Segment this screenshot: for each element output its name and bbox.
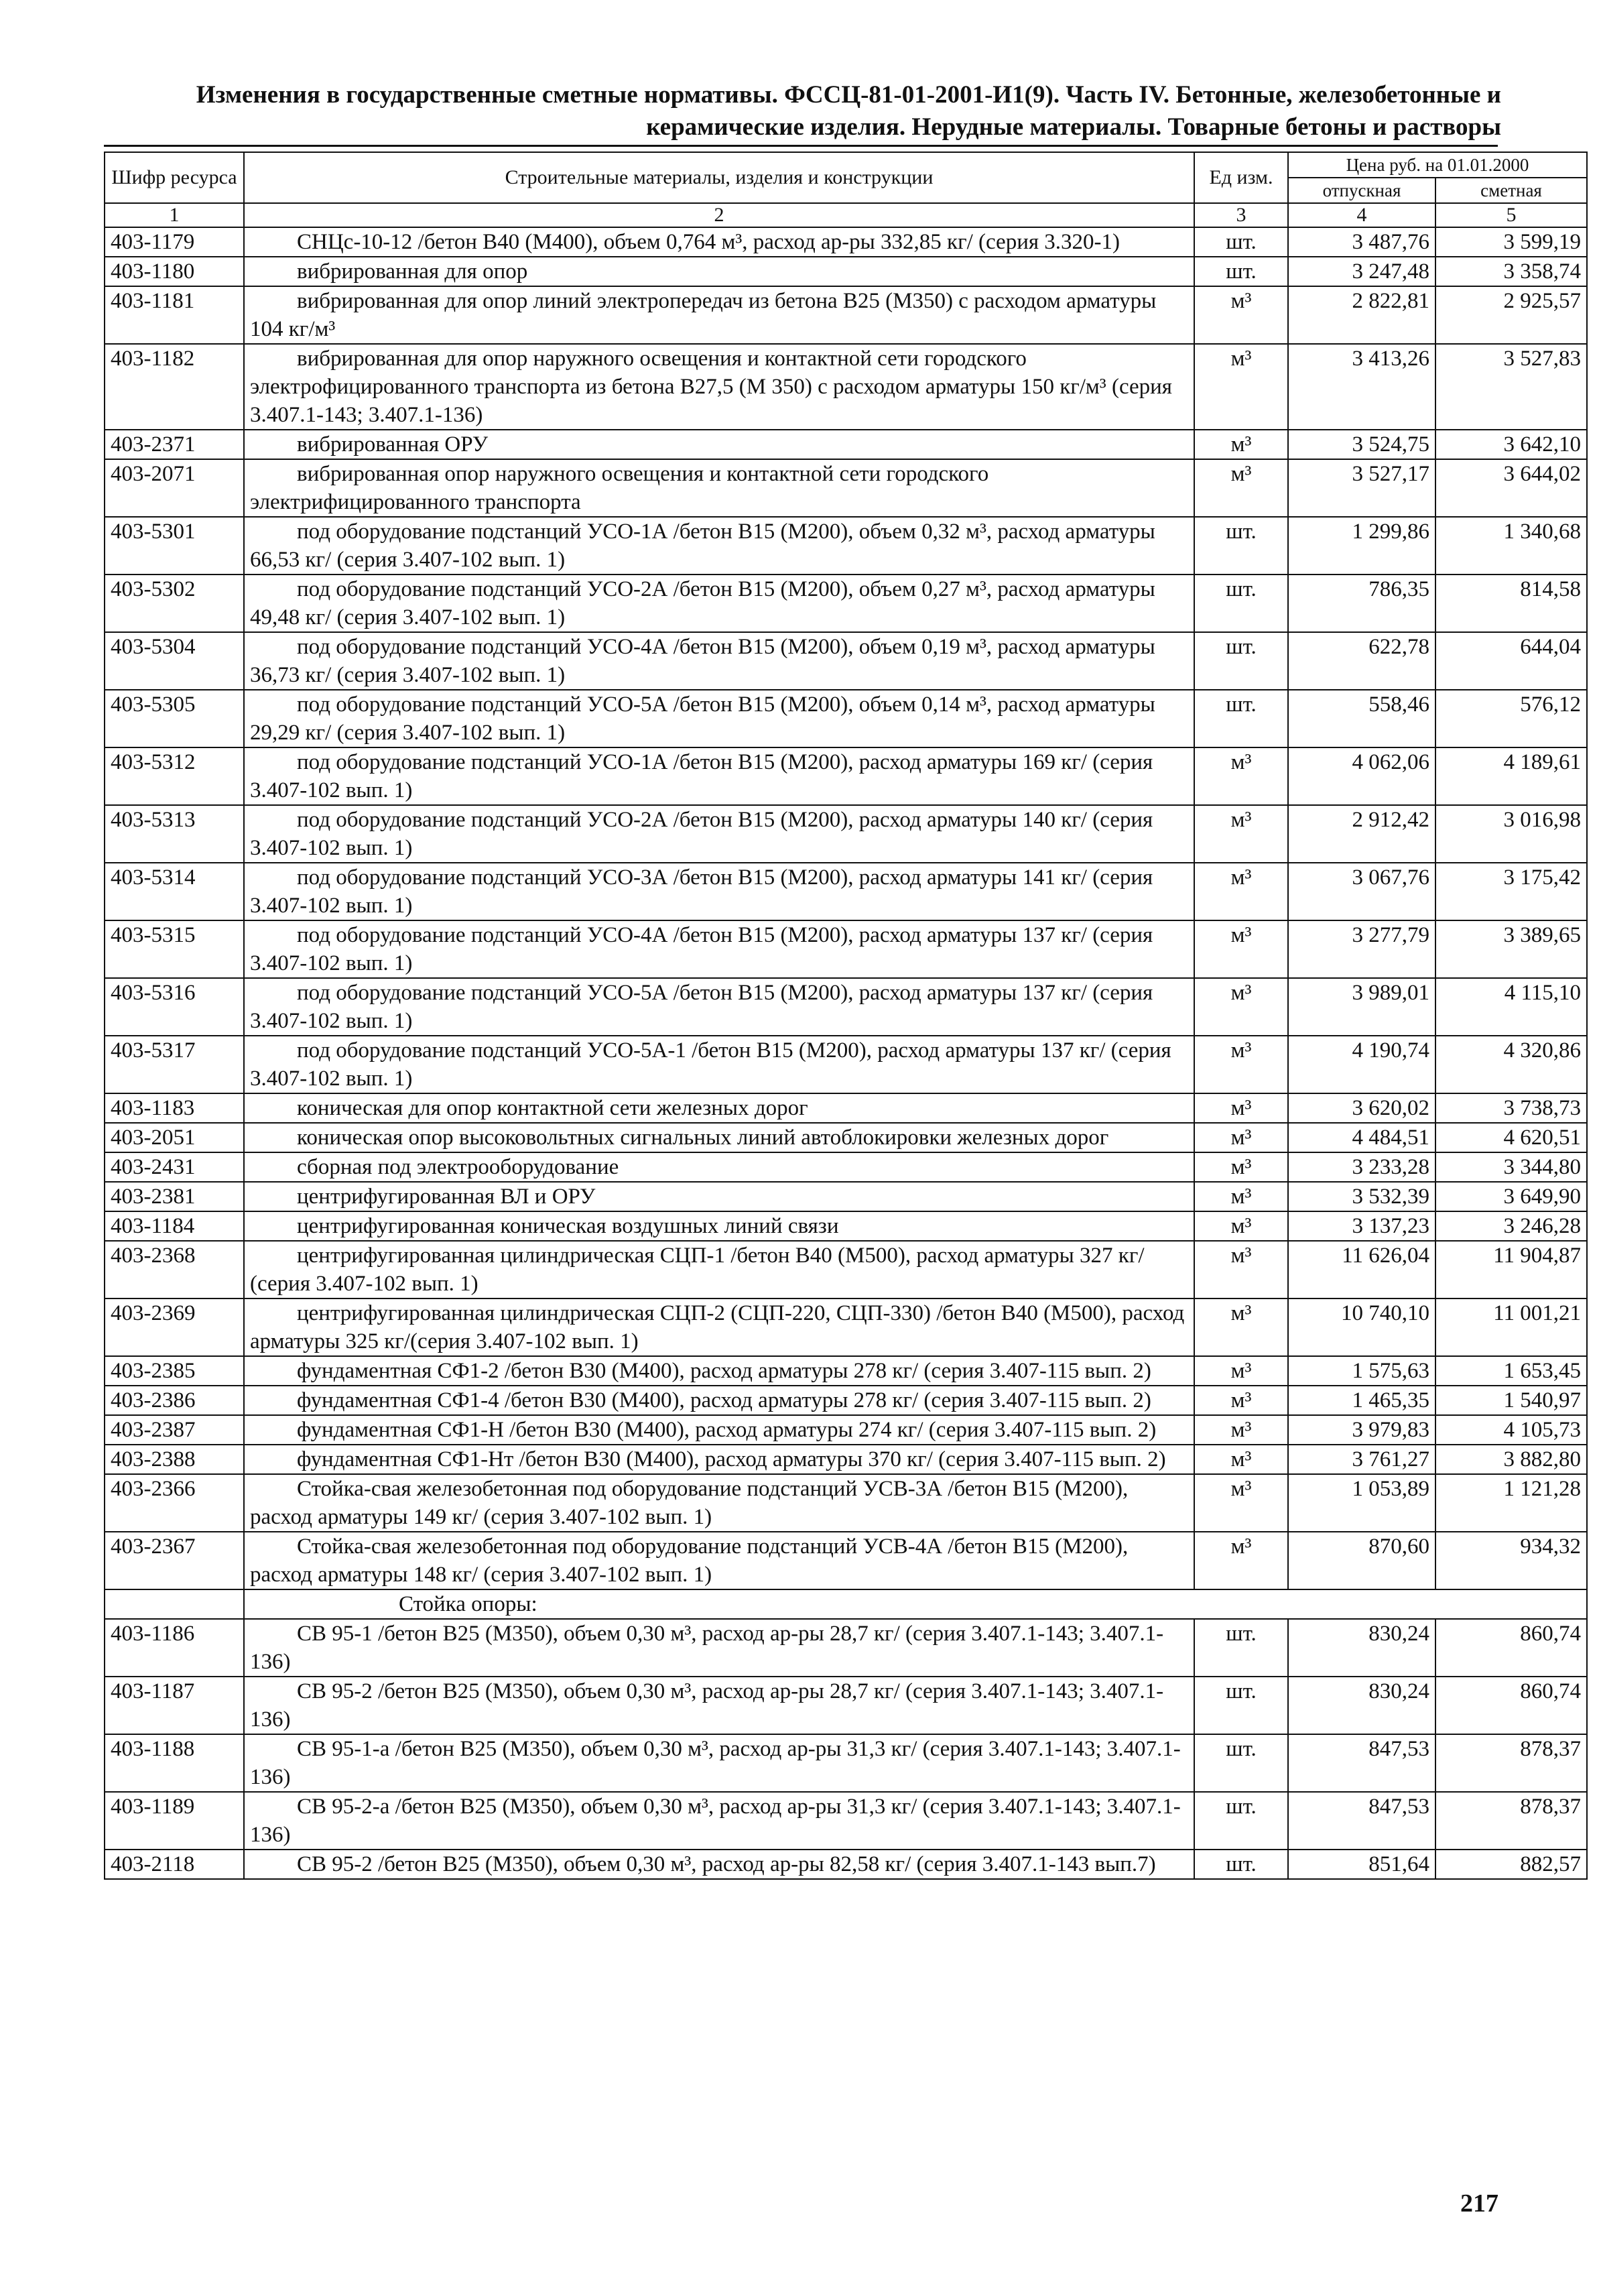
table-row [105, 575, 1587, 632]
estimate-price-cell: 4 620,51 [1435, 1123, 1587, 1152]
description-cell: фундаментная СФ1-Н /бетон В30 (М400), расход арматуры 274 кг/ (серия 3.407-115 вып. 2) [244, 1415, 1194, 1445]
release-price-cell: 3 067,76 [1288, 863, 1435, 920]
estimate-price-cell: 3 389,65 [1435, 920, 1587, 978]
table-row [105, 1036, 1587, 1093]
description-cell: фундаментная СФ1-2 /бетон В30 (М400), расход арматуры 278 кг/ (серия 3.407-115 вып. 2) [244, 1356, 1194, 1386]
release-price-cell: 3 277,79 [1288, 920, 1435, 978]
column-number: 3 [1194, 203, 1288, 227]
unit-cell: шт. [1194, 517, 1288, 575]
unit-cell: м³ [1194, 920, 1288, 978]
unit-cell: м³ [1194, 1211, 1288, 1241]
release-price-cell: 1 053,89 [1288, 1474, 1435, 1532]
release-price-cell: 830,24 [1288, 1619, 1435, 1677]
unit-cell: шт. [1194, 1619, 1288, 1677]
resource-code-cell: 403-5314 [105, 863, 244, 920]
resource-code-cell: 403-5315 [105, 920, 244, 978]
resource-code-cell: 403-1184 [105, 1211, 244, 1241]
description-cell: под оборудование подстанций УСО-5А-1 /бетон В15 (М200), расход арматуры 137 кг/ (серия 3.407-102 вып. 1) [244, 1036, 1194, 1093]
resource-code-cell: 403-2051 [105, 1123, 244, 1152]
release-price-cell: 11 626,04 [1288, 1241, 1435, 1298]
table-row [105, 1677, 1587, 1734]
resource-code-cell: 403-2388 [105, 1445, 244, 1474]
estimate-price-cell: 644,04 [1435, 632, 1587, 690]
column-number-row [105, 203, 1587, 227]
description-cell: СВ 95-2-а /бетон В25 (М350), объем 0,30 м³, расход ар-ры 31,3 кг/ (серия 3.407.1-143; 3.407.1-136) [244, 1792, 1194, 1850]
estimate-price-cell: 11 904,87 [1435, 1241, 1587, 1298]
description-cell: под оборудование подстанций УСО-2А /бетон В15 (М200), объем 0,27 м³, расход арматуры 49,48 кг/ (серия 3.407-102 вып. 1) [244, 575, 1194, 632]
estimate-price-cell: 3 175,42 [1435, 863, 1587, 920]
description-cell: фундаментная СФ1-4 /бетон В30 (М400), расход арматуры 278 кг/ (серия 3.407-115 вып. 2) [244, 1386, 1194, 1415]
estimate-price-cell: 4 320,86 [1435, 1036, 1587, 1093]
estimate-price-cell: 3 246,28 [1435, 1211, 1587, 1241]
unit-cell: м³ [1194, 1415, 1288, 1445]
estimate-price-cell: 878,37 [1435, 1734, 1587, 1792]
resource-code-cell: 403-1187 [105, 1677, 244, 1734]
table-row [105, 517, 1587, 575]
description-cell: вибрированная ОРУ [244, 430, 1194, 459]
table-row [105, 1415, 1587, 1445]
estimate-price-cell: 814,58 [1435, 575, 1587, 632]
resource-code-cell: 403-5317 [105, 1036, 244, 1093]
resource-code-cell: 403-1189 [105, 1792, 244, 1850]
unit-cell: шт. [1194, 257, 1288, 286]
estimate-price-cell: 3 344,80 [1435, 1152, 1587, 1182]
column-number: 4 [1288, 203, 1435, 227]
resource-code-cell: 403-2118 [105, 1850, 244, 1879]
table-header-row [105, 152, 1587, 178]
release-price-cell: 3 979,83 [1288, 1415, 1435, 1445]
release-price-cell: 3 620,02 [1288, 1093, 1435, 1123]
table-row [105, 1734, 1587, 1792]
unit-cell: шт. [1194, 1850, 1288, 1879]
title-rule [104, 145, 1498, 147]
unit-cell: м³ [1194, 1356, 1288, 1386]
header-price-group: Цена руб. на 01.01.2000 [1288, 152, 1587, 178]
unit-cell: м³ [1194, 1123, 1288, 1152]
table-row [105, 690, 1587, 747]
table-row [105, 459, 1587, 517]
estimate-price-cell: 3 644,02 [1435, 459, 1587, 517]
table-row [105, 632, 1587, 690]
unit-cell: м³ [1194, 1152, 1288, 1182]
resource-code-cell: 403-2385 [105, 1356, 244, 1386]
resource-code-cell: 403-2367 [105, 1532, 244, 1589]
unit-cell: м³ [1194, 747, 1288, 805]
description-cell: вибрированная опор наружного освещения и контактной сети городского электрифицированного транспорта [244, 459, 1194, 517]
resource-code-cell: 403-2387 [105, 1415, 244, 1445]
resource-code-cell: 403-2431 [105, 1152, 244, 1182]
description-cell: под оборудование подстанций УСО-1А /бетон В15 (М200), объем 0,32 м³, расход арматуры 66,53 кг/ (серия 3.407-102 вып. 1) [244, 517, 1194, 575]
table-row [105, 920, 1587, 978]
resource-code-cell: 403-2369 [105, 1298, 244, 1356]
unit-cell: шт. [1194, 1677, 1288, 1734]
unit-cell: м³ [1194, 1532, 1288, 1589]
estimate-price-cell: 934,32 [1435, 1532, 1587, 1589]
resource-code-cell: 403-2368 [105, 1241, 244, 1298]
unit-cell: м³ [1194, 1036, 1288, 1093]
description-cell: центрифугированная цилиндрическая СЦП-1 /бетон В40 (М500), расход арматуры 327 кг/ (серия 3.407-102 вып. 1) [244, 1241, 1194, 1298]
release-price-cell: 847,53 [1288, 1792, 1435, 1850]
estimate-price-cell: 2 925,57 [1435, 286, 1587, 344]
column-number: 2 [244, 203, 1194, 227]
estimate-price-cell: 3 599,19 [1435, 227, 1587, 257]
header-name: Строительные материалы, изделия и конструкции [244, 152, 1194, 203]
release-price-cell: 3 137,23 [1288, 1211, 1435, 1241]
description-cell: вибрированная для опор наружного освещения и контактной сети городского электрофицированного транспорта из бетона В27,5 (М 350) с расходом арматуры 150 кг/м³ (серия 3.407.1-143; 3.407.1-136) [244, 344, 1194, 430]
table-row [105, 1792, 1587, 1850]
resource-code-cell: 403-1182 [105, 344, 244, 430]
resource-code-cell: 403-5312 [105, 747, 244, 805]
estimate-price-cell: 4 115,10 [1435, 978, 1587, 1036]
unit-cell: м³ [1194, 459, 1288, 517]
release-price-cell: 3 487,76 [1288, 227, 1435, 257]
release-price-cell: 786,35 [1288, 575, 1435, 632]
description-cell: центрифугированная цилиндрическая СЦП-2 (СЦП-220, СЦП-330) /бетон В40 (М500), расход арматуры 325 кг/(серия 3.407-102 вып. 1) [244, 1298, 1194, 1356]
resource-code-cell: 403-5313 [105, 805, 244, 863]
release-price-cell: 4 062,06 [1288, 747, 1435, 805]
description-cell: вибрированная для опор [244, 257, 1194, 286]
unit-cell: м³ [1194, 1298, 1288, 1356]
description-cell: коническая опор высоковольтных сигнальных линий автоблокировки железных дорог [244, 1123, 1194, 1152]
description-cell: под оборудование подстанций УСО-4А /бетон В15 (М200), расход арматуры 137 кг/ (серия 3.407-102 вып. 1) [244, 920, 1194, 978]
estimate-price-cell: 3 649,90 [1435, 1182, 1587, 1211]
resource-code-cell: 403-2371 [105, 430, 244, 459]
description-cell: СВ 95-1 /бетон В25 (М350), объем 0,30 м³, расход ар-ры 28,7 кг/ (серия 3.407.1-143; 3.407.1-136) [244, 1619, 1194, 1677]
estimate-price-cell: 3 738,73 [1435, 1093, 1587, 1123]
resource-code-cell: 403-1183 [105, 1093, 244, 1123]
table-row [105, 863, 1587, 920]
release-price-cell: 3 247,48 [1288, 257, 1435, 286]
unit-cell: м³ [1194, 978, 1288, 1036]
table-row [105, 747, 1587, 805]
description-cell: под оборудование подстанций УСО-5А /бетон В15 (М200), объем 0,14 м³, расход арматуры 29,29 кг/ (серия 3.407-102 вып. 1) [244, 690, 1194, 747]
estimate-price-cell: 882,57 [1435, 1850, 1587, 1879]
unit-cell: м³ [1194, 805, 1288, 863]
header-code: Шифр ресурса [105, 152, 244, 203]
resource-code-cell: 403-1180 [105, 257, 244, 286]
resource-code-cell: 403-2366 [105, 1474, 244, 1532]
resource-code-cell: 403-1179 [105, 227, 244, 257]
release-price-cell: 1 299,86 [1288, 517, 1435, 575]
document-title [101, 79, 1501, 143]
estimate-price-cell: 878,37 [1435, 1792, 1587, 1850]
header-estimate: сметная [1435, 178, 1587, 203]
unit-cell: шт. [1194, 1734, 1288, 1792]
unit-cell: м³ [1194, 1445, 1288, 1474]
unit-cell: м³ [1194, 286, 1288, 344]
page-number: 217 [1460, 2189, 1498, 2218]
release-price-cell: 558,46 [1288, 690, 1435, 747]
estimate-price-cell: 3 358,74 [1435, 257, 1587, 286]
estimate-price-cell: 1 340,68 [1435, 517, 1587, 575]
description-cell: коническая для опор контактной сети железных дорог [244, 1093, 1194, 1123]
release-price-cell: 3 989,01 [1288, 978, 1435, 1036]
description-cell: СВ 95-1-а /бетон В25 (М350), объем 0,30 м³, расход ар-ры 31,3 кг/ (серия 3.407.1-143; 3.407.1-136) [244, 1734, 1194, 1792]
release-price-cell: 830,24 [1288, 1677, 1435, 1734]
estimate-price-cell: 4 189,61 [1435, 747, 1587, 805]
unit-cell: шт. [1194, 575, 1288, 632]
unit-cell: шт. [1194, 632, 1288, 690]
resource-code-cell: 403-1181 [105, 286, 244, 344]
estimate-price-cell: 3 642,10 [1435, 430, 1587, 459]
title-line-2: керамические изделия. Нерудные материалы. Товарные бетоны и растворы [646, 113, 1501, 141]
estimate-price-cell: 576,12 [1435, 690, 1587, 747]
release-price-cell: 847,53 [1288, 1734, 1435, 1792]
description-cell: под оборудование подстанций УСО-3А /бетон В15 (М200), расход арматуры 141 кг/ (серия 3.407-102 вып. 1) [244, 863, 1194, 920]
table-row [105, 1241, 1587, 1298]
description-cell: под оборудование подстанций УСО-1А /бетон В15 (М200), расход арматуры 169 кг/ (серия 3.407-102 вып. 1) [244, 747, 1194, 805]
resource-code-cell: 403-2381 [105, 1182, 244, 1211]
description-cell: под оборудование подстанций УСО-2А /бетон В15 (М200), расход арматуры 140 кг/ (серия 3.407-102 вып. 1) [244, 805, 1194, 863]
release-price-cell: 622,78 [1288, 632, 1435, 690]
release-price-cell: 4 484,51 [1288, 1123, 1435, 1152]
unit-cell: м³ [1194, 863, 1288, 920]
release-price-cell: 3 532,39 [1288, 1182, 1435, 1211]
table-row [105, 344, 1587, 430]
resource-code-cell: 403-5304 [105, 632, 244, 690]
unit-cell: м³ [1194, 1474, 1288, 1532]
description-cell: СНЦс-10-12 /бетон В40 (М400), объем 0,764 м³, расход ар-ры 332,85 кг/ (серия 3.320-1) [244, 227, 1194, 257]
table-row [105, 1298, 1587, 1356]
release-price-cell: 851,64 [1288, 1850, 1435, 1879]
description-cell: фундаментная СФ1-Нт /бетон В30 (М400), расход арматуры 370 кг/ (серия 3.407-115 вып. 2) [244, 1445, 1194, 1474]
table-row [105, 1850, 1587, 1879]
section-heading: Стойка опоры: [244, 1589, 1587, 1619]
estimate-price-cell: 4 105,73 [1435, 1415, 1587, 1445]
release-price-cell: 3 527,17 [1288, 459, 1435, 517]
table-row [105, 227, 1587, 257]
resource-code-cell: 403-5305 [105, 690, 244, 747]
table-row [105, 1123, 1587, 1152]
table-row [105, 1356, 1587, 1386]
release-price-cell: 2 912,42 [1288, 805, 1435, 863]
resource-code-cell: 403-1186 [105, 1619, 244, 1677]
header-unit: Ед изм. [1194, 152, 1288, 203]
table-row [105, 1211, 1587, 1241]
resource-code-cell: 403-5301 [105, 517, 244, 575]
estimate-price-cell: 3 527,83 [1435, 344, 1587, 430]
table-row [105, 1182, 1587, 1211]
table-row [105, 1093, 1587, 1123]
estimate-price-cell: 860,74 [1435, 1677, 1587, 1734]
table-row [105, 1619, 1587, 1677]
release-price-cell: 3 761,27 [1288, 1445, 1435, 1474]
unit-cell: м³ [1194, 1241, 1288, 1298]
estimate-price-cell: 3 882,80 [1435, 1445, 1587, 1474]
resource-code-cell: 403-2071 [105, 459, 244, 517]
resource-code-cell: 403-1188 [105, 1734, 244, 1792]
description-cell: центрифугированная ВЛ и ОРУ [244, 1182, 1194, 1211]
release-price-cell: 1 575,63 [1288, 1356, 1435, 1386]
description-cell: центрифугированная коническая воздушных линий связи [244, 1211, 1194, 1241]
resource-code-cell: 403-2386 [105, 1386, 244, 1415]
section-empty-cell [105, 1589, 244, 1619]
header-release: отпускная [1288, 178, 1435, 203]
table-row [105, 1152, 1587, 1182]
description-cell: Стойка-свая железобетонная под оборудование подстанций УСВ-4А /бетон В15 (М200), расход арматуры 148 кг/ (серия 3.407-102 вып. 1) [244, 1532, 1194, 1589]
estimate-price-cell: 860,74 [1435, 1619, 1587, 1677]
estimate-price-cell: 1 540,97 [1435, 1386, 1587, 1415]
table-row [105, 1386, 1587, 1415]
title-line-1: Изменения в государственные сметные нормативы. ФССЦ-81-01-2001-И1(9). Часть IV. Бетонные, железобетонные и [196, 81, 1501, 109]
release-price-cell: 1 465,35 [1288, 1386, 1435, 1415]
table-row [105, 1474, 1587, 1532]
release-price-cell: 3 413,26 [1288, 344, 1435, 430]
description-cell: под оборудование подстанций УСО-5А /бетон В15 (М200), расход арматуры 137 кг/ (серия 3.407-102 вып. 1) [244, 978, 1194, 1036]
release-price-cell: 4 190,74 [1288, 1036, 1435, 1093]
resource-code-cell: 403-5316 [105, 978, 244, 1036]
table-row [105, 257, 1587, 286]
estimate-price-cell: 11 001,21 [1435, 1298, 1587, 1356]
unit-cell: м³ [1194, 1386, 1288, 1415]
section-row [105, 1589, 1587, 1619]
unit-cell: м³ [1194, 344, 1288, 430]
release-price-cell: 10 740,10 [1288, 1298, 1435, 1356]
unit-cell: м³ [1194, 1093, 1288, 1123]
description-cell: СВ 95-2 /бетон В25 (М350), объем 0,30 м³, расход ар-ры 82,58 кг/ (серия 3.407.1-143 вып.7) [244, 1850, 1194, 1879]
table-row [105, 1532, 1587, 1589]
estimate-price-cell: 1 121,28 [1435, 1474, 1587, 1532]
resource-code-cell: 403-5302 [105, 575, 244, 632]
table-row [105, 978, 1587, 1036]
release-price-cell: 3 524,75 [1288, 430, 1435, 459]
release-price-cell: 2 822,81 [1288, 286, 1435, 344]
release-price-cell: 3 233,28 [1288, 1152, 1435, 1182]
description-cell: под оборудование подстанций УСО-4А /бетон В15 (М200), объем 0,19 м³, расход арматуры 36,73 кг/ (серия 3.407-102 вып. 1) [244, 632, 1194, 690]
description-cell: Стойка-свая железобетонная под оборудование подстанций УСВ-3А /бетон В15 (М200), расход арматуры 149 кг/ (серия 3.407-102 вып. 1) [244, 1474, 1194, 1532]
table-row [105, 286, 1587, 344]
release-price-cell: 870,60 [1288, 1532, 1435, 1589]
unit-cell: м³ [1194, 1182, 1288, 1211]
column-number: 1 [105, 203, 244, 227]
description-cell: СВ 95-2 /бетон В25 (М350), объем 0,30 м³, расход ар-ры 28,7 кг/ (серия 3.407.1-143; 3.407.1-136) [244, 1677, 1194, 1734]
column-number: 5 [1435, 203, 1587, 227]
unit-cell: шт. [1194, 1792, 1288, 1850]
unit-cell: шт. [1194, 227, 1288, 257]
table-row [105, 430, 1587, 459]
table-row [105, 1445, 1587, 1474]
estimate-price-cell: 1 653,45 [1435, 1356, 1587, 1386]
description-cell: вибрированная для опор линий электропередач из бетона В25 (М350) с расходом арматуры 104 кг/м³ [244, 286, 1194, 344]
table-row [105, 805, 1587, 863]
unit-cell: шт. [1194, 690, 1288, 747]
price-table [104, 152, 1588, 1880]
description-cell: сборная под электрооборудование [244, 1152, 1194, 1182]
estimate-price-cell: 3 016,98 [1435, 805, 1587, 863]
unit-cell: м³ [1194, 430, 1288, 459]
